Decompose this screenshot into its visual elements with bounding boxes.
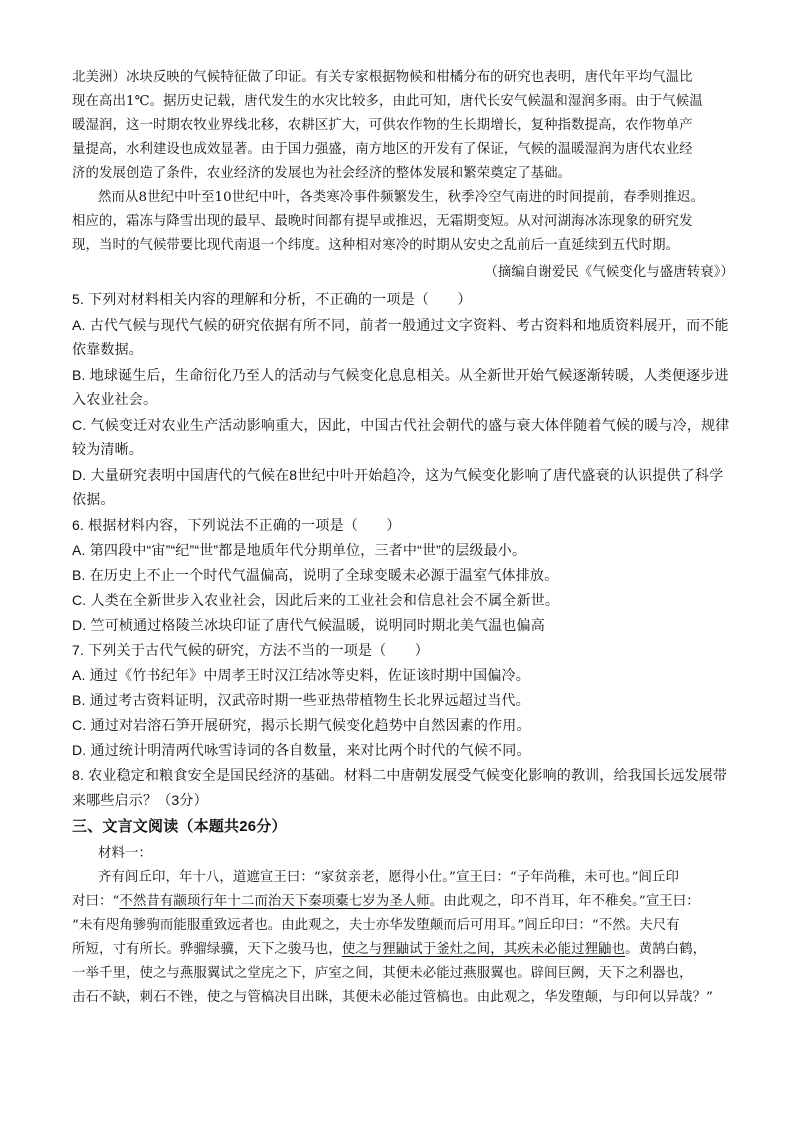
classical-underlined-sentence-1: 不然昔有颛顼行年十二而治天下秦项橐七岁为圣人师: [119, 894, 430, 909]
material-line-8: 现，当时的气候带要比现代南退一个纬度。这种相对寒冷的时期从安史之乱前后一直延续到五代时期。: [72, 238, 680, 253]
q5-option-c-line1: C. 气候变迁对农业生产活动影响重大，因此，中国古代社会朝代的盛与衰大体伴随着气候的暖与冷，规律: [72, 417, 730, 433]
material-line-5: 济的发展创造了条件，农业经济的发展也为社会经济的整体发展和繁荣奠定了基础。: [72, 166, 572, 181]
material-source: （摘编自谢爱民《气候变化与盛唐转衰》）: [484, 265, 734, 280]
classical-line-4: [72, 938, 732, 957]
material-line-4: 量提高，水利建设也成效显著。由于国力强盛，南方地区的开发有了保证，气候的温暖湿润为唐代农业经: [72, 142, 693, 157]
q5-option-d-line1: D. 大量研究表明中国唐代的气候在8世纪中叶开始趋冷，这为气候变化影响了唐代盛衰的认识提供了科学: [72, 467, 724, 483]
q6-option-b: B. 在历史上不止一个时代气温偏高，说明了全球变暖未必源于温室气体排放。: [72, 567, 559, 583]
classical-line-6: 击石不缺，刺石不锉，使之与管槁决目出眯，其便未必能过管槁也。由此观之，华发堕颠，与印何以异哉？”: [72, 990, 714, 1005]
section3-heading: 三、文言文阅读（本题共26分）: [72, 818, 287, 835]
q6-option-d: D. 竺可桢通过格陵兰冰块印证了唐代气候温暖，说明同时期北美气温也偏高: [72, 617, 545, 633]
q7-option-c: C. 通过对岩溶石笋开展研究，揭示长期气候变化趋势中自然因素的作用。: [72, 717, 531, 733]
classical-line-4-start: 所短，寸有所长。骅骝绿骥，天下之骏马也，: [72, 942, 342, 957]
q5-stem: 5. 下列对材料相关内容的理解和分析，不正确的一项是（ ）: [72, 291, 472, 307]
classical-line-2: [72, 890, 732, 909]
material-line-2: 现在高出1℃。据历史记载，唐代发生的水灾比较多，由此可知，唐代长安气候温和湿润多雨。由于气候温: [72, 94, 703, 109]
material-line-6: 然而从8世纪中叶至10世纪中叶，各类寒冷事件频繁发生，秋季冷空气南进的时间提前，春季则推迟。: [98, 190, 704, 205]
classical-line-4-end: 。黄鹄白鹤，: [625, 942, 707, 957]
classical-line-5: 一举千里，使之与燕服翼试之堂庑之下，庐室之间，其便未必能过燕服翼也。辟闾巨阙，天下之利器也，: [72, 966, 693, 981]
q8-line2: 来哪些启示？（3分）: [72, 792, 208, 808]
material-line-1: 北美洲）冰块反映的气候特征做了印证。有关专家根据物候和柑橘分布的研究也表明，唐代年平均气温比: [72, 70, 693, 85]
q7-stem: 7. 下列关于古代气候的研究，方法不当的一项是（ ）: [72, 642, 429, 658]
classical-line-2-start: 对曰：“: [72, 894, 120, 909]
q6-option-a: A. 第四段中“宙”“纪”“世”都是地质年代分期单位，三者中“世”的层级最小。: [72, 542, 527, 558]
section3-material-label: 材料一：: [98, 846, 152, 861]
q8-line1: 8. 农业稳定和粮食安全是国民经济的基础。材料二中唐朝发展受气候变化影响的教训，给我国长远发展带: [72, 767, 728, 783]
q5-option-b-line1: B. 地球诞生后，生命衍化乃至人的活动与气候变化息息相关。从全新世开始气候逐渐转暖，人类便逐步进: [72, 367, 729, 383]
q7-option-a: A. 通过《竹书纪年》中周孝王时汉江结冰等史料，佐证该时期中国偏冷。: [72, 667, 530, 683]
q7-option-d: D. 通过统计明清两代咏雪诗词的各自数量，来对比两个时代的气候不同。: [72, 742, 531, 758]
q5-option-a-line2: 依靠数据。: [72, 341, 143, 357]
q6-stem: 6. 根据材料内容，下列说法不正确的一项是（ ）: [72, 517, 401, 533]
q6-option-c: C. 人类在全新世步入农业社会，因此后来的工业社会和信息社会不属全新世。: [72, 592, 560, 608]
material-line-3: 暖湿润，这一时期农牧业界线北移，农耕区扩大，可供农作物的生长期增长，复种指数提高，农作物单产: [72, 118, 693, 133]
material-line-7: 相应的，霜冻与降雪出现的最早、最晚时间都有提早或推迟，无霜期变短。从对河湖海冰冻现象的研究发: [72, 214, 693, 229]
q5-option-b-line2: 入农业社会。: [72, 391, 158, 407]
q5-option-c-line2: 较为清晰。: [72, 441, 143, 457]
q7-option-b: B. 通过考古资料证明，汉武帝时期一些亚热带植物生长北界远超过当代。: [72, 692, 530, 708]
q5-option-a-line1: A. 古代气候与现代气候的研究依据有所不同，前者一般通过文字资料、考古资料和地质资料展开，而不能: [72, 317, 729, 333]
classical-line-2-end: 。由此观之，印不肖耳，年不稚矣。”宣王曰：: [429, 894, 700, 909]
classical-line-3: “未有咫角骖驹而能服重致远者也。由此观之，夫士亦华发堕颠而后可用耳。”闾丘印曰：“不然。夫尺有: [72, 918, 680, 933]
classical-underlined-sentence-2: 使之与狸鼬试于釜灶之间，其疾未必能过狸鼬也: [341, 942, 626, 957]
q5-option-d-line2: 依据。: [72, 491, 115, 507]
classical-line-1: 齐有闾丘印，年十八，道遮宣王曰：“家贫亲老，愿得小仕。”宣王曰：“子年尚稚，未可也。”闾丘印: [98, 870, 679, 885]
